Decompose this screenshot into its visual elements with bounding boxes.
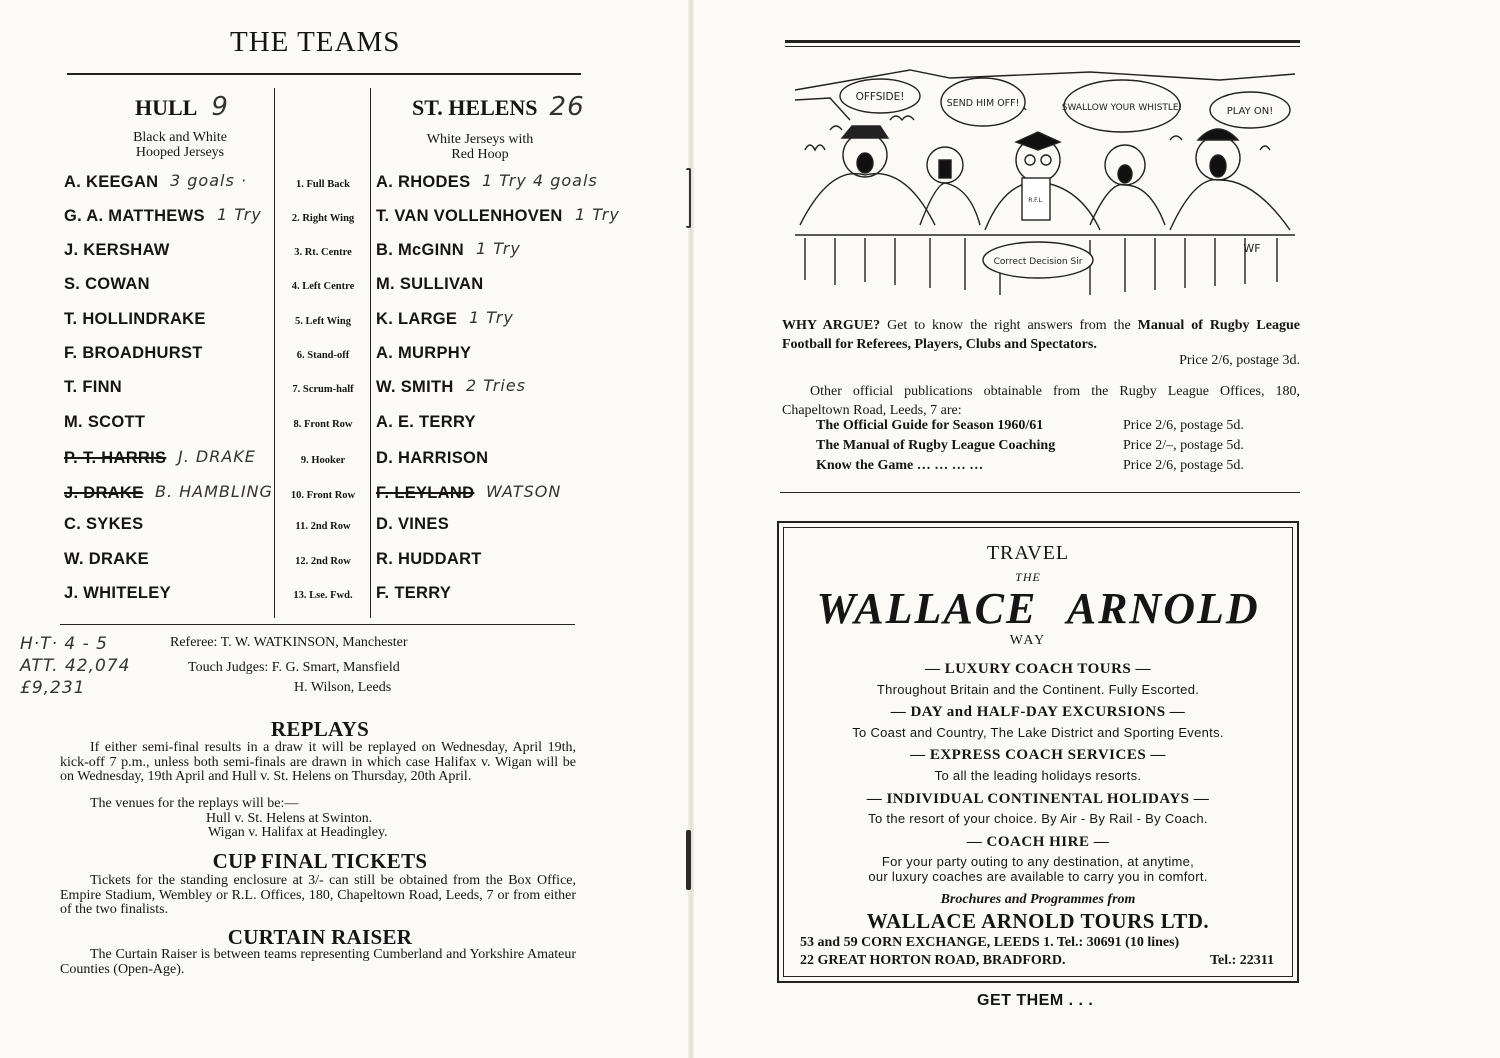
receipts-note: £9,231	[20, 678, 86, 698]
st-helens-player-handwritten-note: WATSON	[486, 482, 562, 501]
hull-player-name: J. WHITELEY	[64, 584, 171, 602]
position-label: 5. Left Wing	[295, 316, 351, 327]
position-label: 2. Right Wing	[291, 213, 355, 224]
top-double-rule	[785, 40, 1300, 47]
hull-header	[135, 92, 229, 122]
st-helens-player-handwritten-note: 1 Try	[575, 205, 620, 224]
caption-bubble: Correct Decision Sir	[993, 257, 1083, 267]
st-helens-player-name: K. LARGE	[376, 310, 458, 328]
st-helens-player-handwritten-note: 1 Try	[469, 308, 514, 327]
ad-tel-2: Tel.: 22311	[1209, 953, 1274, 968]
publications-bottom-rule	[780, 492, 1300, 493]
wallace-arnold-advert	[777, 521, 1299, 983]
hull-player-name: A. KEEGAN	[64, 173, 159, 191]
position-label: 3. Rt. Centre	[294, 247, 352, 258]
hull-jersey-line-2: Hooped Jerseys	[135, 145, 225, 160]
why-argue-lead: WHY ARGUE?	[782, 318, 881, 333]
position-label: 1. Full Back	[296, 179, 350, 190]
hull-player-name: T. HOLLINDRAKE	[64, 310, 206, 328]
hull-player-handwritten-note: 3 goals ·	[170, 171, 247, 190]
service-title: — COACH HIRE —	[966, 834, 1110, 850]
other-publications-intro: Other official publications obtainable from the Rugby League Offices, 180, Chapeltown Road, Leeds, 7 are:	[782, 384, 1300, 418]
column-divider-left	[274, 88, 275, 618]
hull-player-name: J. KERSHAW	[64, 241, 170, 259]
book-label: R.F.L.	[1028, 197, 1044, 204]
hull-player-handwritten-note: B. HAMBLING	[155, 482, 273, 501]
staple-top	[686, 168, 691, 228]
st-helens-player-name: A. RHODES	[376, 173, 471, 191]
why-argue-paragraph	[782, 316, 1300, 354]
st-helens-jersey	[395, 132, 565, 162]
ad-the: THE	[1015, 570, 1041, 584]
curtain-raiser-body: The Curtain Raiser is between teams representing Cumberland and Yorkshire Amateur Counties (Open-Age).	[60, 947, 576, 977]
ad-way: WAY	[1009, 633, 1047, 648]
service-desc-2: our luxury coaches are available to carry you in comfort.	[868, 869, 1208, 884]
st-helens-player-name: B. McGINN	[376, 241, 464, 259]
publication-title: The Official Guide for Season 1960/61	[816, 418, 1044, 433]
replay-venue-1: Hull v. St. Helens at Swinton.	[206, 811, 373, 826]
manual-price: Price 2/6, postage 3d.	[1179, 353, 1300, 368]
staple-bottom	[686, 830, 691, 890]
service-desc: To the resort of your choice. By Air - By Rail - By Coach.	[868, 811, 1208, 826]
left-page	[0, 0, 690, 1058]
st-helens-player-name: D. VINES	[376, 515, 450, 533]
position-label: 7. Scrum-half	[292, 384, 354, 395]
bubble-swallow-whistle: SWALLOW YOUR WHISTLE!	[1061, 103, 1183, 113]
service-desc: For your party outing to any destination, at anytime,	[881, 854, 1195, 869]
publication-price: Price 2/–, postage 5d.	[1123, 438, 1244, 453]
service-title: — INDIVIDUAL CONTINENTAL HOLIDAYS —	[866, 791, 1210, 807]
cup-final-title: CUP FINAL TICKETS	[212, 849, 428, 873]
ad-company: WALLACE ARNOLD TOURS LTD.	[866, 909, 1210, 933]
st-helens-player-handwritten-note: 1 Try	[476, 239, 521, 258]
handwritten-margin-notes	[20, 633, 130, 699]
st-helens-player-name: R. HUDDART	[376, 550, 482, 568]
position-label: 13. Lse. Fwd.	[293, 590, 353, 601]
touch-judges-1: Touch Judges: F. G. Smart, Mansfield	[188, 660, 400, 675]
hull-player-name: M. SCOTT	[64, 413, 146, 431]
position-label: 6. Stand-off	[296, 350, 350, 361]
st-helens-player-name: A. E. TERRY	[376, 413, 476, 431]
service-title: — DAY and HALF-DAY EXCURSIONS —	[890, 704, 1186, 720]
why-argue-text: Get to know the right answers from the	[880, 318, 1138, 333]
replays-body: If either semi-final results in a draw it will be replayed on Wednesday, April 19th, kick-off 7 p.m., unless both semi-finals are drawn in which case Halifax v. Wigan will be on Wednesday, 19th April and Hull v. St. Helens on Thursday, 20th April.	[60, 740, 576, 784]
st-helens-player-name: F. TERRY	[376, 584, 452, 602]
replays-title: REPLAYS	[270, 717, 370, 741]
hull-player-handwritten-note: J. DRAKE	[178, 447, 256, 466]
publication-price: Price 2/6, postage 5d.	[1123, 418, 1244, 433]
ad-travel: TRAVEL	[986, 542, 1070, 564]
st-helens-player-name: A. MURPHY	[376, 344, 472, 362]
hull-player-name: W. DRAKE	[64, 550, 149, 568]
service-desc: To Coast and Country, The Lake District and Sporting Events.	[852, 725, 1224, 740]
hull-player-name: T. FINN	[64, 378, 123, 396]
hull-score-note: 9	[211, 92, 229, 122]
service-desc: Throughout Britain and the Continent. Fully Escorted.	[876, 682, 1200, 697]
page-title: THE TEAMS	[230, 26, 401, 58]
st-helens-player-name: W. SMITH	[376, 378, 454, 396]
st-helens-player-handwritten-note: 1 Try 4 goals	[482, 171, 598, 190]
publication-row	[816, 416, 1244, 436]
ad-address-2: 22 GREAT HORTON ROAD, BRADFORD.	[800, 953, 1066, 968]
position-label: 4. Left Centre	[291, 281, 355, 292]
bubble-send-him-off: SEND HIM OFF!	[946, 98, 1020, 109]
hull-player-name: F. BROADHURST	[64, 344, 203, 362]
cartoon-illustration	[790, 60, 1300, 310]
hull-player-handwritten-note: 1 Try	[217, 205, 262, 224]
replay-venue-2: Wigan v. Halifax at Headingley.	[208, 825, 388, 840]
service-title: — LUXURY COACH TOURS —	[924, 661, 1152, 677]
teams-bottom-rule	[60, 624, 575, 625]
publication-price: Price 2/6, postage 5d.	[1123, 458, 1244, 473]
publication-title: The Manual of Rugby League Coaching	[816, 438, 1056, 453]
st-helens-player-handwritten-note: 2 Tries	[466, 376, 526, 395]
ad-address-1: 53 and 59 CORN EXCHANGE, LEEDS 1. Tel.: 30691 (10 lines)	[800, 935, 1180, 950]
referee: Referee: T. W. WATKINSON, Manchester	[170, 635, 408, 650]
attendance-note: ATT. 42,074	[20, 656, 131, 676]
touch-judges-2: H. Wilson, Leeds	[294, 680, 392, 695]
hull-player-name: G. A. MATTHEWS	[64, 207, 205, 225]
position-label: 11. 2nd Row	[295, 521, 351, 532]
manual-title: Manual of Rugby League Football for Referees, Players, Clubs and Spectators.	[782, 318, 1300, 352]
publications-list	[816, 416, 1244, 476]
title-rule	[67, 73, 581, 75]
position-label: 10. Front Row	[290, 490, 356, 501]
service-desc: To all the leading holidays resorts.	[934, 768, 1142, 783]
st-helens-team-name: ST. HELENS	[412, 95, 538, 120]
hull-team-name: HULL	[135, 95, 198, 120]
hull-player-name: C. SYKES	[64, 515, 144, 533]
service-title: — EXPRESS COACH SERVICES —	[910, 747, 1166, 763]
st-helens-player-name: D. HARRISON	[376, 449, 489, 467]
cup-final-body: Tickets for the standing enclosure at 3/- can still be obtained from the Box Office, Empire Stadium, Wembley or R.L. Offices, 180, Chapeltown Road, Leeds, 7 or from either of the two finalists.	[60, 873, 576, 917]
binding-spine	[688, 0, 694, 1058]
replays-venues-intro: The venues for the replays will be:—	[90, 796, 299, 811]
curtain-raiser-title: CURTAIN RAISER	[227, 925, 413, 949]
hull-jersey-line-1: Black and White	[133, 130, 227, 145]
publication-title: Know the Game … … … …	[816, 458, 984, 473]
st-helens-jersey-line-2: Red Hoop	[451, 147, 509, 162]
cartoon-signature: WF	[1243, 242, 1261, 255]
publication-row	[816, 456, 1244, 476]
bubble-offside: OFFSIDE!	[855, 91, 905, 103]
st-helens-header	[412, 92, 585, 122]
st-helens-player-name: T. VAN VOLLENHOVEN	[376, 207, 563, 225]
publication-row	[816, 436, 1244, 456]
hull-jersey	[85, 130, 275, 160]
advert-inner-border	[783, 527, 1293, 977]
st-helens-score-note: 26	[549, 92, 585, 122]
ad-brochures: Brochures and Programmes from	[940, 892, 1136, 907]
hull-player-name: S. COWAN	[64, 275, 150, 293]
st-helens-player-name: F. LEYLAND	[376, 484, 475, 502]
hull-player-name: P. T. HARRIS	[64, 449, 167, 467]
position-label: 9. Hooker	[300, 455, 346, 466]
column-divider-right	[370, 88, 371, 618]
st-helens-jersey-line-1: White Jerseys with	[426, 132, 534, 147]
bubble-play-on: PLAY ON!	[1226, 106, 1274, 117]
position-label: 8. Front Row	[293, 419, 353, 430]
position-label: 12. 2nd Row	[295, 556, 351, 567]
half-time-note: H·T· 4 - 5	[20, 634, 108, 654]
hull-player-name: J. DRAKE	[64, 484, 144, 502]
ad-brand: WALLACE ARNOLD	[816, 584, 1260, 633]
st-helens-player-name: M. SULLIVAN	[376, 275, 484, 293]
footer-get-them: GET THEM . . .	[977, 992, 1094, 1009]
